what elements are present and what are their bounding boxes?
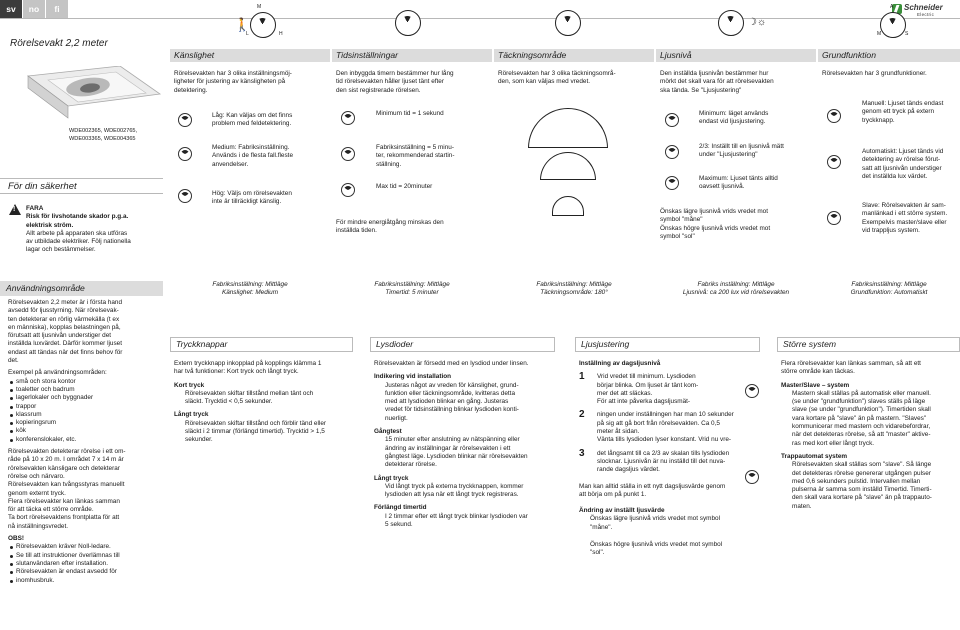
grund-item-slave: Slave: Rörelsevakten är sam- manlänkad i ett större system. Exempelvis master/slave eller vid trappljus system. — [862, 202, 948, 234]
function-knob-icon — [880, 12, 906, 38]
anv-obs-list: Rörelsevakten kräver Noll-ledare. Se till att instruktioner överlämnas till slutanvändaren efter installation. Rörelsevakten är endast avsedd för inomhusbruk. — [8, 543, 164, 584]
lang-tab-fi[interactable]: fi — [46, 0, 68, 18]
light-mid-icon — [665, 145, 679, 159]
adjust-step3-icon — [745, 470, 759, 484]
tack-intro: Rörelsevakten har 3 olika täckningsområ- den, som kan väljas med vredet. — [498, 70, 616, 86]
timer-max-icon — [341, 183, 355, 197]
header-anv: Användningsområde — [0, 281, 163, 296]
safety-text: FARA Risk för livshotande skador p.g.a. elektrisk ström. Allt arbete på apparaten ska utföras av utbildade elektriker. Följ nationella lagar och bestämmelser. — [26, 205, 131, 254]
anv-text: Rörelsevakten 2,2 meter är i första hand avsedd för ljusstyrning. När rörelsevak- ten detekterar en rörlig värmekälla (t ex en människa), kopplas belastningen på, förutsatt att ljusnivån understiger det inställda luxvärdet. Därför kommer ljuset endast att tändas när det finns behov för det. Exempel på användningsområden: små och stora kontor toaletter och badrum lagerlokaler och byggnader trappor klassrum kopieringsrum kök konferenslokaler, etc. Rörelsevakten detekterar rörelse i ett om- råde på 10 x 20 m. I området 7 x 14 m är rörelsevakten känsligare och detekterar rörelse och närvaro. Rörelsevakten kan tvångsstyras manuellt genom externt tryck. Flera rörelsevakter kan länkas samman för att täcka ett större område. Ta bort rörelsevaktens frontplatta för att nå inställningsvredet. OBS! Rörelsevakten kräver Noll-ledare. Se till att instruktioner överlämnas till slutanvändaren efter installation. Rörelsevakten är endast avsedd för inomhusbruk. — [8, 299, 164, 585]
ljus-item-max: Maximum: Ljuset tänts alltid oavsett ljusnivå. — [699, 175, 778, 191]
device-illustration — [10, 66, 162, 126]
anv-examples-list: små och stora kontor toaletter och badrum lagerlokaler och byggnader trappor klassrum kopieringsrum kök konferenslokaler, etc. — [8, 378, 164, 444]
warning-icon — [9, 204, 21, 215]
dial-medium-icon — [178, 147, 192, 161]
header-tack: Täckningsområde — [494, 49, 654, 62]
factory-tack: Fabriksinställning: Mittläge Täckningsområde: 180° — [536, 281, 612, 297]
grund-item-manual: Manuell: Ljuset tänds endast genom ett tryck på extern tryckknapp. — [862, 100, 944, 124]
header-kanslighet: Känslighet — [170, 49, 330, 62]
tid-intro: Den inbyggda timern bestämmer hur lång tid rörelsevakten håller ljuset tänt efter den sist registrerade rörelsen. — [336, 70, 454, 94]
person-motion-icon: 🚶 — [234, 17, 251, 32]
top-rule — [0, 18, 960, 19]
ljus-intro: Den inställda ljusnivån bestämmer hur mörkt det skall vara för att rörelsevakten ska tända. Se "Ljusjustering" — [660, 70, 774, 94]
lang-tab-sv[interactable]: sv — [0, 0, 22, 18]
tid-item-factory: Fabriksinställning = 5 minu- ter, rekommenderad startin- ställning. — [376, 144, 455, 168]
adjust-step1-icon — [745, 384, 759, 398]
coverage-large-icon — [528, 108, 608, 148]
light-min-icon — [665, 113, 679, 127]
factory-ljus: Fabriks inställning: Mittläge Ljusnivå: ca 200 lux vid rörelsevakten — [682, 281, 790, 297]
product-title: Rörelsevakt 2,2 meter — [10, 38, 108, 49]
coverage-small-icon — [552, 196, 584, 216]
factory-grund: Fabriksinställning: Mittläge Grundfunktion: Automatiskt — [850, 281, 928, 297]
light-max-icon — [665, 176, 679, 190]
brand-logo: Schneider Electric — [890, 3, 956, 17]
header-ljus: Ljusnivå — [656, 49, 816, 62]
timer-min-icon — [341, 111, 355, 125]
coverage-medium-icon — [540, 152, 596, 180]
ljus-item-min: Minimum: läget används endast vid ljusjustering. — [699, 110, 769, 126]
tid-item-min: Minimum tid = 1 sekund — [376, 110, 444, 117]
factory-tid: Fabriksinställning: Mittläge Timertid: 5 minuter — [374, 281, 450, 297]
kanslighet-intro: Rörelsevakten har 3 olika inställningsmöj- ligheter för justering av känsligheten på detektering. — [174, 70, 292, 94]
factory-kanslighet: Fabriksinställning: Mittläge Känslighet: Medium — [212, 281, 288, 297]
dial-high-icon — [178, 189, 192, 203]
tryck-section: Tryckknappar Extern tryckknapp inkopplad på kopplings klämma 1 har två funktioner: Kort tryck och långt tryck. Kort tryck Rörelsevakten skiftar tillstånd mellan tänt och släckt. Trycktid < 0,5 sekunder. Långt tryck Rörelsevakten skiftar tillstånd och förblir tänd eller släckt i 2 timmar (förlängd timertid). Trycktid > 1,5 sekunder. — [170, 337, 353, 445]
just-section: Ljusjustering Inställning av dagsljusnivå 1 Vrid vredet till minimum. Lysdioden börjar blinka. Om ljuset är tänt kom- mer det att släckas. För att inte påverka dagsljusmät- 2 ningen under inställningen har man 10 sekunder på sig att gå bort från rörelsevakten. Ca 0,5 meter åt sidan. Vänta tills lysdioden lyser konstant. Vrid nu vre- 3 det långsamt till ca 2/3 av skalan tills lysdioden slocknar. Ljusnivån är nu inställd till det nuva- rande dagsljus värdet. Man kan alltid ställa in ett nytt dagsljusvärde genom att börja om på punkt 1. Ändring av inställt ljusvärde Önskas lägre ljusnivå vrids vredet mot symbol "måne". Önskas högre ljusnivå vrids vredet mot symbol "sol". — [575, 337, 760, 558]
lightlevel-knob-icon — [718, 10, 744, 36]
storre-section: Större system Flera rörelsevakter kan länkas samman, så att ett större område kan täckas. Master/Slave – system Mastern skall ställas på automatisk eller manuell. (se under "grundfunktion") slaves ställs på läge slave (se under "grundfunktion"). Timertiden skall vara kortare på "slave" än på mastern. "Slaves" kommunicerar med mastern och vidarebefordrar, när det detekteras rörelse, så att "master" aktive- ras med kort eller långt tryck. Trappautomat system Rörelsevakten skall ställas som "slave". Så länge det detekteras rörelse genererar utgången pulser med 0,6 sekunders pulstid. Intervallen mellan pulserna är samma som inställd Timertid. Timerti- den skall vara kortare på "slave" än på trappauto- maten. — [777, 337, 960, 511]
ljus-note: Önskas lägre ljusnivå vrids vredet mot symbol "måne" Önskas högre ljusnivå vrids vredet mot symbol "sol" — [660, 208, 771, 240]
grund-intro: Rörelsevakten har 3 grundfunktioner. — [822, 70, 927, 77]
tid-note: För mindre energiåtgång minskas den inställda tiden. — [336, 219, 444, 235]
header-grund: Grundfunktion — [818, 49, 960, 62]
dioder-section: Lysdioder Rörelsevakten är försedd med en lysdiod under linsen. Indikering vid installation Justeras något av vreden för känslighet, grund- funktion eller täckningsområde, kvitteras detta med att lysdioden blinkar en gång. Justeras vredet för tidsinställning blinkar lysdioden konti- nuerligt. Gångtest 15 minuter efter anslutning av nätspänning eller ändring av inställningar är rörelsevakten i ett gångtest läge. Lysdioden blinkar när rörelsevakten detekterar rörelse. Långt tryck Vid långt tryck på externa tryckknappen, kommer lysdioden att lysa när ett långt tryck registreras. Förlängd timertid I 2 timmar efter ett långt tryck blinkar lysdioden var 5 sekund. — [370, 337, 555, 529]
ljus-item-mid: 2/3: Inställt till en ljusnivå mätt under "Ljusjustering" — [699, 143, 784, 159]
function-manual-icon — [827, 109, 841, 123]
kanslighet-item-medium: Medium: Fabriksinställning. Används i de flesta fall.fleste anvendelser. — [212, 144, 293, 168]
function-auto-icon — [827, 155, 841, 169]
safety-header: För din säkerhet — [0, 178, 163, 192]
coverage-knob-icon — [555, 10, 581, 36]
kanslighet-item-low: Låg: Kan väljas om det finns problem med feldetektering. — [212, 112, 293, 128]
lang-tab-no[interactable]: no — [23, 0, 45, 18]
grund-item-auto: Automatiskt: Ljuset tänds vid detektering av rörelse förut- satt att ljusnivån understiger det inställda lux värdet. — [862, 148, 944, 180]
sun-moon-icon: ☽☼ — [748, 17, 767, 28]
timer-knob-icon — [395, 10, 421, 36]
header-tid: Tidsinställningar — [332, 49, 492, 62]
kanslighet-item-high: Hög: Väljs om rörelsevakten inte är tillräckligt känslig. — [212, 190, 292, 206]
dial-low-icon — [178, 113, 192, 127]
function-slave-icon — [827, 211, 841, 225]
timer-mid-icon — [341, 147, 355, 161]
tid-item-max: Max tid = 20minuter — [376, 183, 433, 190]
product-codes: WDE002365, WDE002765, WDE003365, WDE004365 — [69, 128, 138, 142]
sensitivity-knob-icon — [250, 12, 276, 38]
